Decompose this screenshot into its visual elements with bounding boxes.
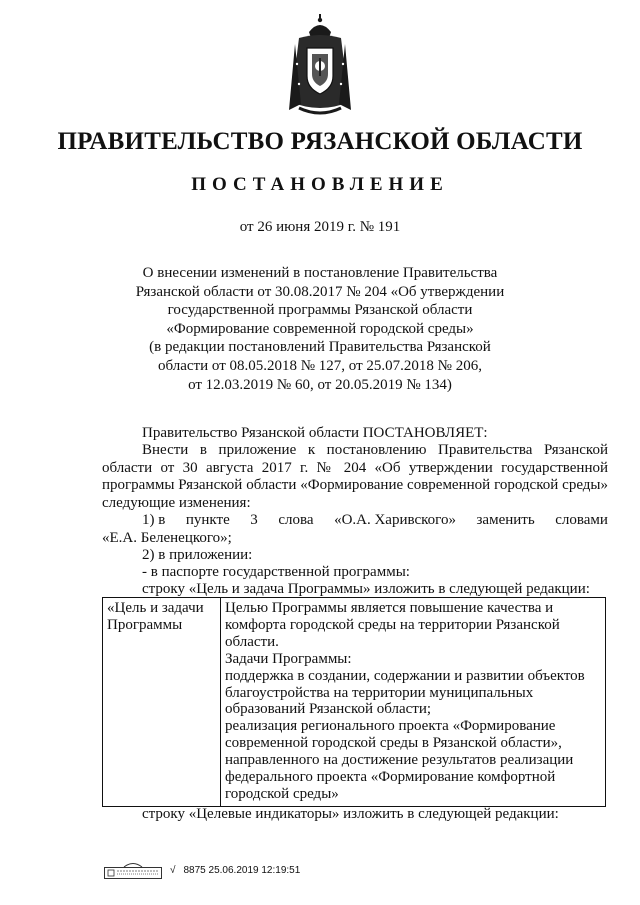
document-date-number: от 26 июня 2019 г. № 191 bbox=[239, 219, 401, 235]
subject-line: О внесении изменений в постановление Правительства bbox=[142, 265, 498, 281]
table-line: федерального проекта «Формирование комфортной bbox=[225, 769, 556, 786]
footer bbox=[104, 861, 300, 879]
resolution-intro: Правительство Рязанской области ПОСТАНОВЛЯЕТ: bbox=[142, 425, 488, 441]
subject-line: государственной программы Рязанской области bbox=[167, 302, 473, 319]
table-row bbox=[103, 598, 606, 807]
item-1-word: «О.А. Харивского» bbox=[334, 512, 456, 528]
item-1-word: 3 bbox=[250, 512, 258, 528]
registration-mark-icon: √ bbox=[170, 864, 176, 876]
table-content-cell bbox=[221, 598, 606, 807]
government-title: ПРАВИТЕЛЬСТВО РЯЗАНСКОЙ ОБЛАСТИ bbox=[57, 128, 583, 155]
subject-line: (в редакции постановлений Правительства Рязанской bbox=[149, 339, 491, 356]
subject-line: «Формирование современной городской среды» bbox=[166, 320, 474, 337]
electronic-signature-stamp-icon bbox=[104, 861, 162, 879]
document-type: ПОСТАНОВЛЕНИЕ bbox=[191, 174, 449, 195]
item-2-paragraph: 2) в приложении: bbox=[142, 547, 253, 563]
introduce-changes-paragraph: Внести в приложение к постановлению Правительства Рязанской области от 30 августа 2017 г. № 204 «Об утверждении государственной программы Рязанской области «Формирование современной городской среды» следующие изменения: bbox=[102, 442, 608, 511]
item-1-end: «Е.А. Беленецкого»; bbox=[102, 529, 232, 546]
table-line: области. bbox=[225, 633, 279, 650]
table-line: благоустройства на территории муниципальных bbox=[225, 684, 534, 701]
table-line: городской среды» bbox=[225, 785, 339, 802]
subject-line: области от 08.05.2018 № 127, от 25.07.2018 № 206, bbox=[158, 357, 482, 374]
coat-of-arms-icon bbox=[285, 14, 355, 119]
table-line: реализация регионального проекта «Формирование bbox=[225, 718, 556, 735]
passport-paragraph: - в паспорте государственной программы: bbox=[142, 564, 410, 580]
item-1-word: слова bbox=[278, 512, 314, 528]
row-targets-intro: строку «Целевые индикаторы» изложить в следующей редакции: bbox=[142, 806, 559, 822]
table-line: современной городской среды в Рязанской области», bbox=[225, 735, 562, 752]
item-1-word: заменить bbox=[476, 512, 535, 528]
table-line: поддержка в создании, содержании и развитии объектов bbox=[225, 667, 585, 684]
registration-stamp: 8875 25.06.2019 12:19:51 bbox=[183, 864, 301, 876]
item-1-word: 1) в bbox=[142, 512, 166, 528]
document-subject bbox=[130, 264, 510, 394]
table-line: Целью Программы является повышение качества и bbox=[225, 600, 554, 616]
table-label-cell: «Цель и задачи Программы bbox=[103, 598, 221, 807]
table-line: образований Рязанской области; bbox=[225, 701, 432, 718]
subject-line: от 12.03.2019 № 60, от 20.05.2019 № 134) bbox=[188, 376, 452, 393]
table-line: Задачи Программы: bbox=[225, 650, 352, 667]
table-line: направленного на достижение результатов реализации bbox=[225, 752, 574, 769]
item-1-word: пункте bbox=[185, 512, 230, 528]
table-line: комфорта городской среды на территории Рязанской bbox=[225, 616, 560, 633]
item-1-paragraph bbox=[102, 512, 608, 547]
item-1-word: словами bbox=[555, 512, 608, 528]
subject-line: Рязанской области от 30.08.2017 № 204 «Об утверждении bbox=[135, 283, 505, 300]
goal-table bbox=[102, 597, 606, 807]
row-goal-intro: строку «Цель и задача Программы» изложить в следующей редакции: bbox=[142, 581, 590, 597]
